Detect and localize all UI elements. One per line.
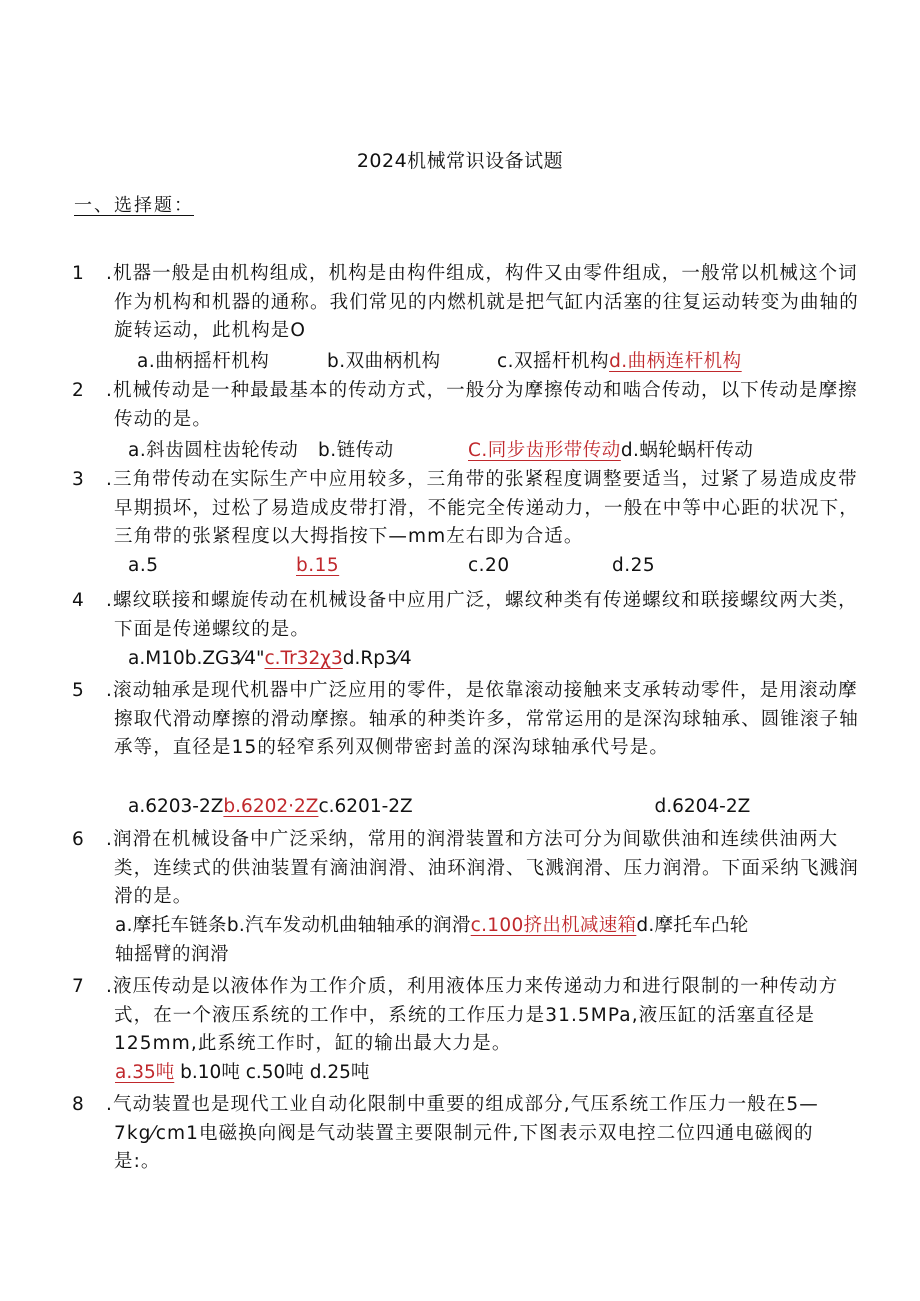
question-text: .三角带传动在实际生产中应用较多，三角带的张紧程度调整要适当，过紧了易造成皮带早期损坏，过松了易造成皮带打滑，不能完全传递动力，一般在中等中心距的状况下，三角带的张紧程度以大拇指按下—mm左右即为合适。 [106, 469, 859, 547]
option-a-b: a.M10b.ZG3⁄4" [128, 648, 265, 669]
question-4-options [128, 645, 412, 673]
option-c-answer: c.100挤出机减速箱 [470, 915, 637, 936]
option-a: a.5 [128, 555, 159, 576]
option-b-answer: b.15 [296, 555, 340, 576]
option-c: c.6201-2Z [318, 796, 413, 817]
option-b: b.汽车发动机曲轴轴承的润滑 [226, 915, 471, 936]
question-number: 8 [72, 1094, 85, 1115]
option-b-answer: b.6202·2Z [223, 796, 319, 817]
option-a: a.6203-2Z [128, 796, 224, 817]
option-a: a.摩托车链条 [115, 915, 227, 936]
section-heading: 一、选择题： [74, 195, 194, 216]
option-d-answer: d.曲柄连杆机构 [609, 351, 742, 372]
option-c-answer: c.Tr32χ3 [264, 648, 343, 669]
option-b: b.10吨 [180, 1062, 240, 1083]
question-5-options [128, 793, 750, 821]
option-b: b.双曲柄机构 [327, 351, 441, 372]
option-c: c.20 [468, 555, 510, 576]
question-text: .机械传动是一种最最基本的传动方式，一般分为摩擦传动和啮合传动，以下传动是摩擦传动的是。 [106, 380, 858, 430]
option-b: b.链传动 [318, 440, 394, 461]
question-number: 1 [72, 263, 85, 284]
question-number: 7 [72, 976, 85, 997]
question-text: .螺纹联接和螺旋传动在机械设备中应用广泛，螺纹种类有传递螺纹和联接螺纹两大类，下面是传递螺纹的是。 [106, 590, 858, 640]
question-2-options [128, 437, 753, 465]
option-a-answer: a.35吨 [115, 1062, 175, 1083]
option-c: c.双摇杆机构 [497, 351, 610, 372]
option-d: d.蜗轮蜗杆传动 [620, 440, 754, 461]
option-c-answer: C.同步齿形带传动 [468, 440, 621, 461]
option-d-continued: 轴摇臂的润滑 [115, 944, 230, 965]
option-d: d.Rp3⁄4 [342, 648, 412, 669]
question-6-options-continued [115, 941, 229, 969]
question-text: .气动装置也是现代工业自动化限制中重要的组成部分,气压系统工作压力一般在5—7kg⁄cm1电磁换向阀是气动装置主要限制元件,下图表示双电控二位四通电磁阀的是:。 [106, 1094, 819, 1172]
question-number: 4 [72, 590, 85, 611]
option-d: d.6204-2Z [654, 796, 751, 817]
question-text: .滚动轴承是现代机器中广泛应用的零件，是依靠滚动接触来支承转动零件，是用滚动摩擦取代滑动摩擦的滑动摩擦。轴承的种类许多，常常运用的是深沟球轴承、圆锥滚子轴承等，直径是15的轻窄系列双侧带密封盖的深沟球轴承代号是。 [106, 680, 859, 758]
option-a: a.曲柄摇杆机构 [137, 351, 270, 372]
question-3-options [128, 552, 655, 580]
question-number: 2 [72, 380, 85, 401]
option-d: d.25吨 [309, 1062, 370, 1083]
option-d: d.25 [612, 555, 656, 576]
option-c: c.50吨 [245, 1062, 304, 1083]
document-title: 2024机械常识设备试题 [356, 150, 564, 172]
question-number: 3 [72, 469, 85, 490]
question-number: 6 [72, 829, 85, 850]
option-d: d.摩托车凸轮 [636, 915, 749, 936]
question-1-options [137, 348, 742, 376]
question-text: .液压传动是以液体作为工作介质，利用液体压力来传递动力和进行限制的一种传动方式，在一个液压系统的工作中，系统的工作压力是31.5MPa,液压缸的活塞直径是125mm,此系统工作时，缸的输出最大力是。 [106, 976, 839, 1054]
question-text: .润滑在机械设备中广泛采纳，常用的润滑装置和方法可分为间歇供油和连续供油两大类，连续式的供油装置有滴油润滑、油环润滑、飞溅润滑、压力润滑。下面采纳飞溅润滑的是。 [106, 829, 859, 907]
question-number: 5 [72, 680, 85, 701]
question-7-options [115, 1059, 369, 1087]
question-text: .机器一般是由机构组成，机构是由构件组成，构件又由零件组成，一般常以机械这个词作为机构和机器的通称。我们常见的内燃机就是把气缸内活塞的往复运动转变为曲轴的旋转运动，此机构是O [106, 263, 859, 341]
option-a: a.斜齿圆柱齿轮传动 [128, 440, 299, 461]
question-6-options [115, 912, 749, 940]
